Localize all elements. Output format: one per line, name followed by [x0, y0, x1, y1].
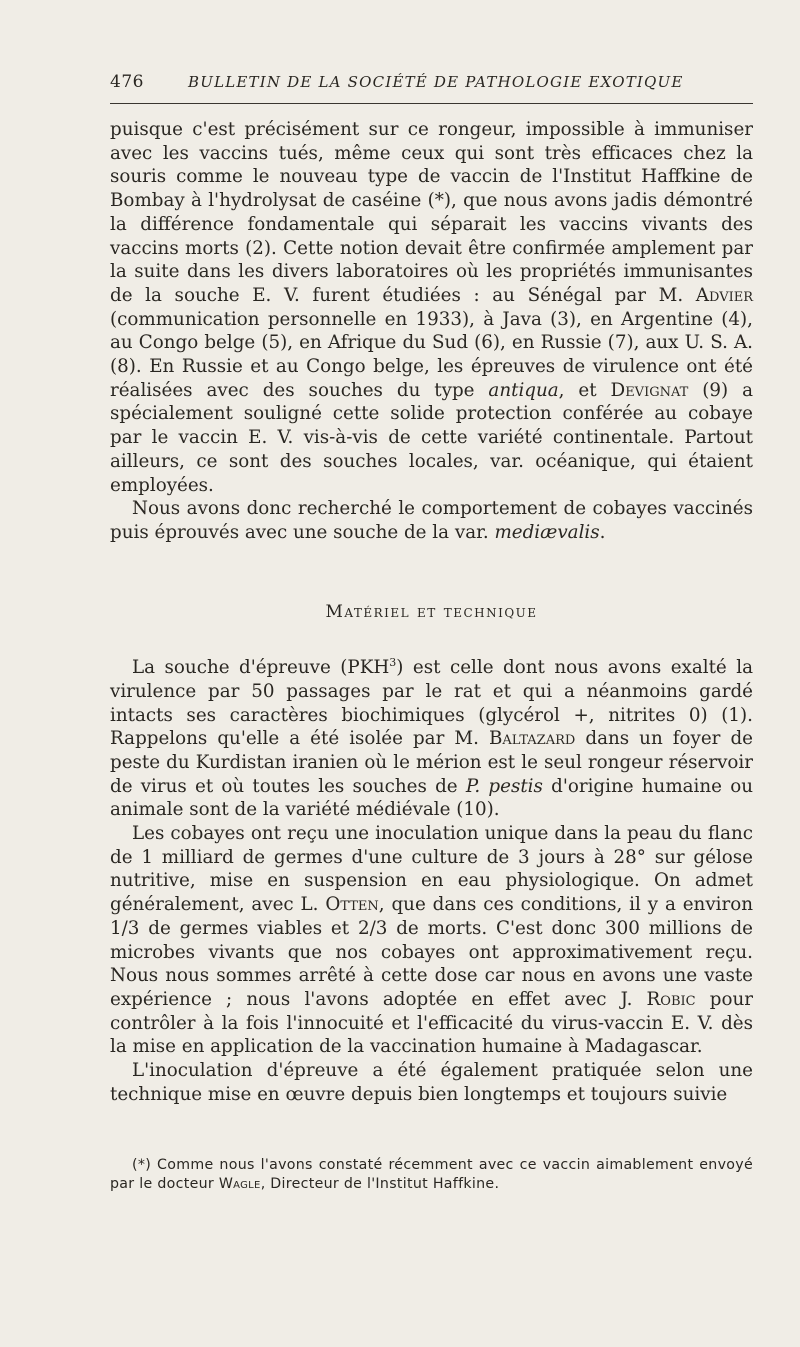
- paragraph-3: [110, 651, 753, 822]
- paragraph-1-text-a: puisque c'est précisément sur ce rongeur, impossible à immuniser avec les vaccins tués, même ceux qui sont très efficaces chez la souris comme le nouveau type de vaccin de l'Institut Haffkine de Bombay à l'hydrolysat de caséine (*), que nous avons jadis démontré la différence fondamentale qui séparait les vaccins vivants des vaccins morts (2). Cette notion devait être confirmée amplement par la suite dans les divers laboratoires où les propriétés immunisantes de la souche E. V. furent étudiées : au Sénégal par M.: [110, 119, 753, 306]
- author-name-baltazard: Baltazard: [488, 728, 576, 750]
- section-heading: Matériel et technique: [325, 602, 538, 622]
- paragraph-1-text-b: (communication personnelle en 1933), à Java (3), en Argentine (4), au Congo belge (5), en Afrique du Sud (6), en Russie (7), aux U. S. A. (8). En Russie et au Congo belge, les épreuves de virulence ont été réalisées avec des souches du type: [110, 308, 753, 401]
- paragraph-1-text-c: , et: [558, 379, 611, 401]
- footnote-text-b: , Directeur de l'Institut Haffkine.: [260, 1176, 500, 1192]
- paragraph-3-text-a: La souche d'épreuve (PKH: [132, 657, 390, 679]
- header-rule: [110, 103, 753, 104]
- variety-antiqua: antiqua: [488, 379, 559, 401]
- paragraph-3-text-b: ) est celle dont nous avons exalté la virulence par 50 passages par le rat et qui a néanmoins gardé intacts ses caractères biochimiques (glycérol +, nitrites 0) (1). Rappelons qu'elle a été isolée par M.: [110, 657, 753, 750]
- author-name-otten: Otten: [325, 894, 379, 916]
- species-p-pestis: P. pestis: [465, 775, 543, 797]
- paragraph-3-text-d: d'origine humaine ou animale sont de la variété médiévale (10).: [110, 775, 753, 821]
- paragraph-4-text-c: pour contrôler à la fois l'innocuité et l'efficacité du virus-vaccin E. V. dès la mise en application de la vaccination humaine à Madagascar.: [110, 988, 753, 1058]
- paragraph-5-text: L'inoculation d'épreuve a été également pratiquée selon une technique mise en œuvre depuis bien longtemps et toujours suivie: [110, 1060, 753, 1105]
- page-header: [110, 72, 753, 98]
- body-text-bottom: [110, 651, 753, 1106]
- author-name-advier: Advier: [695, 284, 753, 306]
- author-name-devignat: Devignat: [610, 379, 689, 401]
- paragraph-3-text-c: dans un foyer de peste du Kurdistan iranien où le mérion est le seul rongeur réservoir de virus et où toutes les souches de: [110, 728, 753, 797]
- paragraph-4-text-a: Les cobayes ont reçu une inoculation unique dans la peau du flanc de 1 milliard de germes d'une culture de 3 jours à 28° sur gélose nutritive, mise en suspension en eau physiologique. On admet généralement, avec L.: [110, 823, 753, 916]
- paragraph-4-text-b: , que dans ces conditions, il y a environ 1/3 de germes viables et 2/3 de morts. C'est donc 300 millions de microbes vivants que nos cobayes ont approximativement reçu. Nous nous sommes arrêté à cette dose car nous en avons une vaste expérience ; nous l'avons adoptée en effet avec J.: [110, 894, 754, 1010]
- running-title: BULLETIN DE LA SOCIÉTÉ DE PATHOLOGIE EXOTIQUE: [188, 73, 684, 91]
- paragraph-4: [110, 822, 753, 1059]
- author-name-robic: Robic: [646, 988, 696, 1010]
- paragraph-2: [110, 497, 753, 544]
- page-number: 476: [110, 72, 144, 92]
- paragraph-2-text-b: .: [599, 521, 606, 543]
- footnote: [110, 1156, 753, 1194]
- superscript-3: 3: [389, 656, 397, 669]
- paragraph-1: [110, 118, 753, 497]
- author-name-wagle: Wagle: [218, 1176, 261, 1192]
- paragraph-2-text-a: Nous avons donc recherché le comportement de cobayes vaccinés puis éprouvés avec une souche de la var.: [110, 498, 753, 543]
- paragraph-1-text-d: (9) a spécialement souligné cette solide protection conférée au cobaye par le vaccin E. V. vis-à-vis de cette variété continentale. Partout ailleurs, ce sont des souches locales, var. océanique, qui étaient employées.: [110, 379, 753, 496]
- footnote-text: [110, 1156, 753, 1194]
- paragraph-5: [110, 1059, 753, 1106]
- footnote-text-a: (*) Comme nous l'avons constaté récemment avec ce vaccin aimablement envoyé par le docteur: [110, 1157, 753, 1192]
- variety-mediaevalis: mediævalis: [494, 521, 600, 543]
- body-text-top: [110, 118, 753, 545]
